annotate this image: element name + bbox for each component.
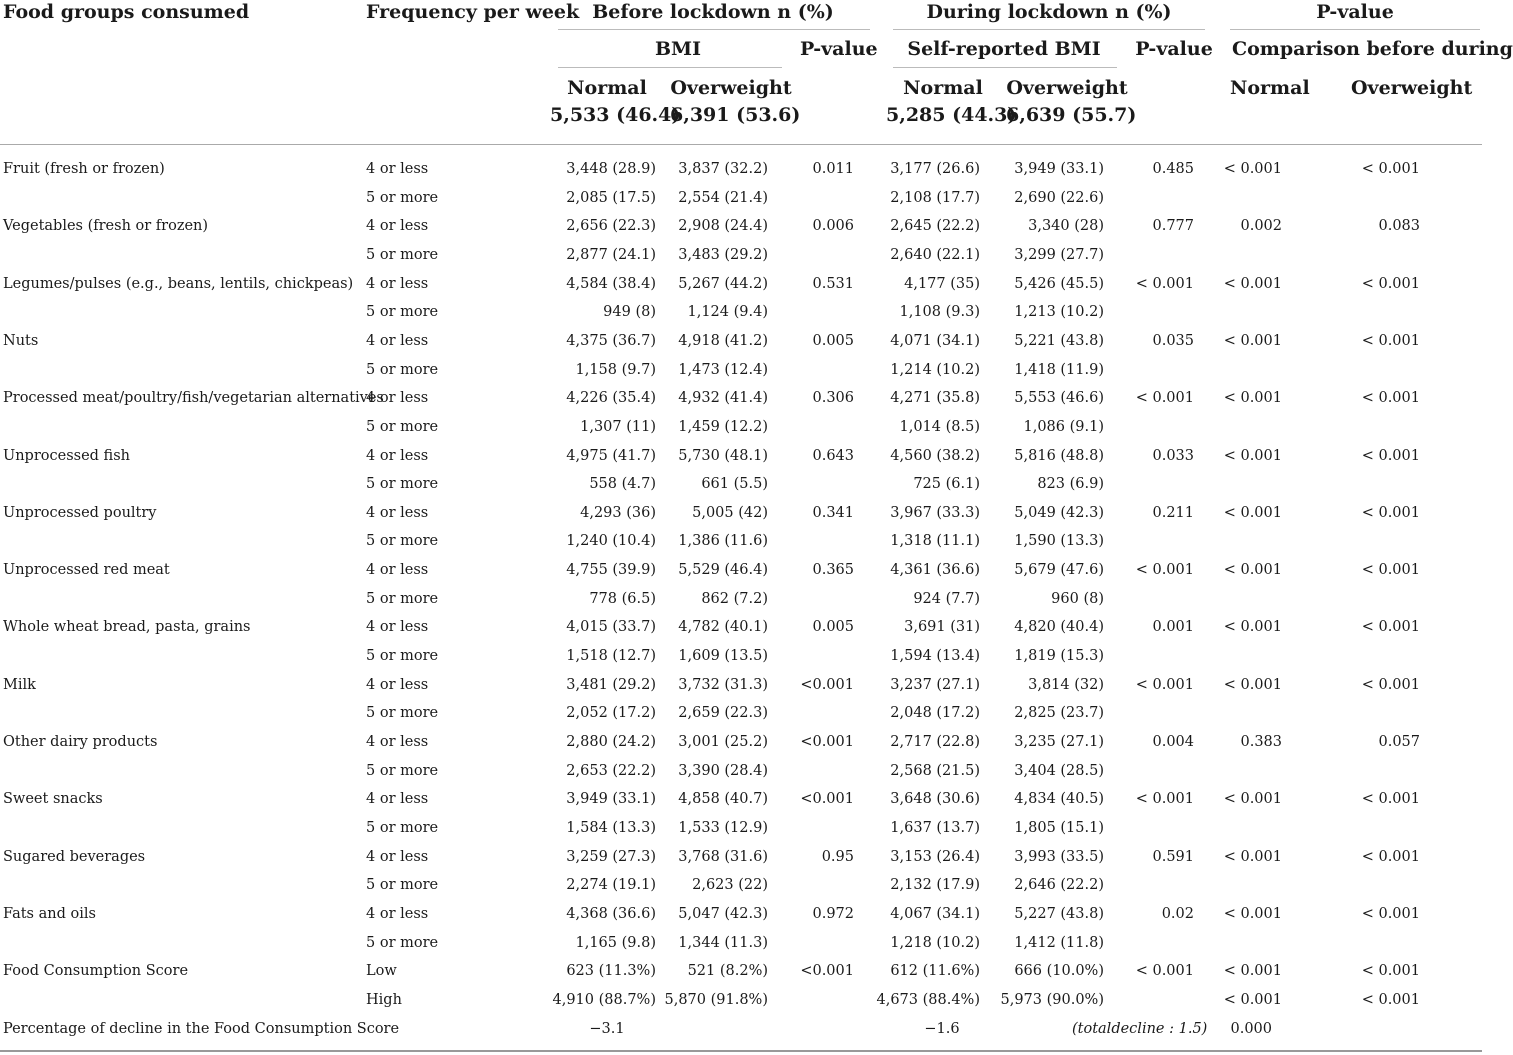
header-cmp-normal: Normal [1230, 77, 1310, 99]
frequency-cell: 4 or less [366, 390, 429, 406]
during-overweight-cell: 5,049 (42.3) [1014, 505, 1104, 521]
during-normal-cell: 1,318 (11.1) [890, 533, 980, 549]
during-normal-cell: −1.6 [924, 1021, 960, 1037]
during-normal-cell: 3,177 (26.6) [890, 161, 980, 177]
during-normal-cell: 1,218 (10.2) [890, 935, 980, 951]
before-normal-cell: 4,368 (36.6) [566, 906, 656, 922]
during-overweight-cell: 1,086 (9.1) [1023, 419, 1104, 435]
cmp-overweight-cell: < 0.001 [1361, 849, 1420, 865]
during-overweight-cell: 666 (10.0%) [1014, 963, 1104, 979]
frequency-cell: 5 or more [366, 476, 439, 492]
frequency-cell: 4 or less [366, 619, 429, 635]
during-normal-cell: 1,637 (13.7) [890, 820, 980, 836]
cmp-normal-cell: < 0.001 [1223, 505, 1282, 521]
during-overweight-cell: 1,418 (11.9) [1014, 362, 1104, 378]
frequency-cell: 4 or less [366, 276, 429, 292]
header-before-lockdown: Before lockdown n (%) [592, 1, 834, 23]
during-overweight-cell: 3,993 (33.5) [1014, 849, 1104, 865]
during-overweight-cell: 3,814 (32) [1028, 677, 1104, 693]
frequency-cell: High [366, 992, 402, 1008]
frequency-cell: 4 or less [366, 448, 429, 464]
during-normal-cell: 4,361 (36.6) [890, 562, 980, 578]
before-normal-cell: 2,274 (19.1) [566, 877, 656, 893]
before-normal-cell: 4,584 (38.4) [566, 276, 656, 292]
during-overweight-cell: (totaldecline : 1.5) [1072, 1021, 1208, 1037]
header-frequency: Frequency per week [366, 1, 580, 23]
during-overweight-cell: 1,590 (13.3) [1014, 533, 1104, 549]
frequency-cell: 5 or more [366, 247, 439, 263]
rule-before-bmi [558, 67, 782, 68]
frequency-cell: 4 or less [366, 505, 429, 521]
cmp-overweight-cell: < 0.001 [1361, 677, 1420, 693]
before-overweight-cell: 521 (8.2%) [687, 963, 768, 979]
during-normal-cell: 3,237 (27.1) [890, 677, 980, 693]
before-normal-cell: 4,910 (88.7%) [552, 992, 656, 1008]
before-normal-cell: 1,307 (11) [580, 419, 656, 435]
frequency-cell: 4 or less [366, 906, 429, 922]
header-cmp-overweight: Overweight [1351, 77, 1473, 99]
rule-during-bmi [893, 67, 1117, 68]
before-normal-cell: 2,656 (22.3) [566, 218, 656, 234]
during-normal-cell: 2,717 (22.8) [890, 734, 980, 750]
frequency-cell: 4 or less [366, 562, 429, 578]
frequency-cell: 5 or more [366, 820, 439, 836]
before-overweight-cell: 3,837 (32.2) [678, 161, 768, 177]
before-p-cell: <0.001 [800, 677, 854, 693]
before-normal-cell: 558 (4.7) [589, 476, 656, 492]
during-normal-cell: 725 (6.1) [913, 476, 980, 492]
during-normal-cell: 1,014 (8.5) [899, 419, 980, 435]
before-normal-cell: 623 (11.3%) [566, 963, 656, 979]
before-normal-cell: 4,755 (39.9) [566, 562, 656, 578]
cmp-normal-cell: < 0.001 [1223, 161, 1282, 177]
before-normal-cell: 3,259 (27.3) [566, 849, 656, 865]
cmp-normal-cell: 0.383 [1240, 734, 1282, 750]
before-p-cell: 0.306 [812, 390, 854, 406]
header-during-lockdown: During lockdown n (%) [926, 1, 1172, 23]
frequency-cell: 4 or less [366, 791, 429, 807]
header-before-normal: Normal [567, 77, 647, 99]
during-p-cell: 0.777 [1152, 218, 1194, 234]
before-overweight-cell: 5,529 (46.4) [678, 562, 768, 578]
before-normal-cell: 2,653 (22.2) [566, 763, 656, 779]
header-rule [0, 144, 1482, 145]
during-overweight-cell: 5,221 (43.8) [1014, 333, 1104, 349]
during-normal-cell: 2,132 (17.9) [890, 877, 980, 893]
food-group-cell: Unprocessed fish [3, 448, 131, 464]
during-overweight-cell: 5,426 (45.5) [1014, 276, 1104, 292]
before-normal-cell: 2,877 (24.1) [566, 247, 656, 263]
frequency-cell: 5 or more [366, 419, 439, 435]
before-p-cell: <0.001 [800, 791, 854, 807]
header-during-normal-n: 5,285 (44.3) [886, 104, 1017, 126]
before-p-cell: 0.643 [812, 448, 854, 464]
before-normal-cell: 4,293 (36) [580, 505, 656, 521]
frequency-cell: Low [366, 963, 397, 979]
during-p-cell: < 0.001 [1135, 791, 1194, 807]
before-overweight-cell: 5,005 (42) [692, 505, 768, 521]
before-normal-cell: 4,975 (41.7) [566, 448, 656, 464]
before-normal-cell: 1,240 (10.4) [566, 533, 656, 549]
frequency-cell: 5 or more [366, 705, 439, 721]
cmp-normal-cell: < 0.001 [1223, 448, 1282, 464]
during-overweight-cell: 2,646 (22.2) [1014, 877, 1104, 893]
before-normal-cell: 3,949 (33.1) [566, 791, 656, 807]
before-normal-cell: 2,085 (17.5) [566, 190, 656, 206]
frequency-cell: 4 or less [366, 734, 429, 750]
before-overweight-cell: 5,730 (48.1) [678, 448, 768, 464]
during-normal-cell: 3,153 (26.4) [890, 849, 980, 865]
during-p-cell: < 0.001 [1135, 390, 1194, 406]
before-normal-cell: 778 (6.5) [589, 591, 656, 607]
food-group-cell: Fats and oils [3, 906, 96, 922]
cmp-overweight-cell: < 0.001 [1361, 992, 1420, 1008]
frequency-cell: 5 or more [366, 362, 439, 378]
before-overweight-cell: 3,483 (29.2) [678, 247, 768, 263]
before-normal-cell: 4,375 (36.7) [566, 333, 656, 349]
during-overweight-cell: 4,834 (40.5) [1014, 791, 1104, 807]
during-normal-cell: 3,967 (33.3) [890, 505, 980, 521]
before-normal-cell: 1,584 (13.3) [566, 820, 656, 836]
food-group-cell: Milk [3, 677, 36, 693]
during-p-cell: < 0.001 [1135, 677, 1194, 693]
before-overweight-cell: 5,267 (44.2) [678, 276, 768, 292]
during-normal-cell: 2,645 (22.2) [890, 218, 980, 234]
cmp-normal-cell: < 0.001 [1223, 791, 1282, 807]
header-during-p: P-value [1135, 38, 1213, 60]
during-overweight-cell: 2,825 (23.7) [1014, 705, 1104, 721]
during-p-cell: 0.485 [1152, 161, 1194, 177]
food-group-cell: Processed meat/poultry/fish/vegetarian alternatives [3, 390, 384, 406]
before-p-cell: <0.001 [800, 734, 854, 750]
before-overweight-cell: 3,390 (28.4) [678, 763, 768, 779]
cmp-normal-cell: < 0.001 [1223, 849, 1282, 865]
food-group-cell: Unprocessed red meat [3, 562, 170, 578]
before-overweight-cell: 1,533 (12.9) [678, 820, 768, 836]
during-normal-cell: 2,048 (17.2) [890, 705, 980, 721]
frequency-cell: 5 or more [366, 190, 439, 206]
cmp-normal-cell: < 0.001 [1223, 963, 1282, 979]
before-overweight-cell: 661 (5.5) [701, 476, 768, 492]
during-normal-cell: 2,108 (17.7) [890, 190, 980, 206]
during-normal-cell: 612 (11.6%) [890, 963, 980, 979]
frequency-cell: 5 or more [366, 591, 439, 607]
cmp-overweight-cell: < 0.001 [1361, 276, 1420, 292]
before-normal-cell: 949 (8) [603, 304, 656, 320]
cmp-overweight-cell: < 0.001 [1361, 906, 1420, 922]
during-normal-cell: 4,271 (35.8) [890, 390, 980, 406]
before-normal-cell: 2,052 (17.2) [566, 705, 656, 721]
before-overweight-cell: 1,609 (13.5) [678, 648, 768, 664]
cmp-overweight-cell: < 0.001 [1361, 505, 1420, 521]
header-before-bmi: BMI [655, 38, 701, 60]
cmp-normal-cell: < 0.001 [1223, 677, 1282, 693]
before-overweight-cell: 1,386 (11.6) [678, 533, 768, 549]
before-p-cell: 0.006 [812, 218, 854, 234]
cmp-overweight-cell: < 0.001 [1361, 562, 1420, 578]
before-overweight-cell: 4,782 (40.1) [678, 619, 768, 635]
food-group-cell: Food Consumption Score [3, 963, 189, 979]
frequency-cell: 4 or less [366, 161, 429, 177]
food-group-cell: Legumes/pulses (e.g., beans, lentils, chickpeas) [3, 276, 354, 292]
during-overweight-cell: 5,816 (48.8) [1014, 448, 1104, 464]
during-normal-cell: 4,177 (35) [904, 276, 980, 292]
cmp-overweight-cell: < 0.001 [1361, 963, 1420, 979]
during-p-cell: < 0.001 [1135, 276, 1194, 292]
during-overweight-cell: 1,412 (11.8) [1014, 935, 1104, 951]
during-normal-cell: 3,648 (30.6) [890, 791, 980, 807]
header-during-overweight-n: 6,639 (55.7) [1006, 104, 1137, 126]
frequency-cell: 4 or less [366, 677, 429, 693]
during-overweight-cell: 823 (6.9) [1037, 476, 1104, 492]
cmp-normal-cell: < 0.001 [1223, 276, 1282, 292]
header-food-groups: Food groups consumed [3, 1, 250, 23]
during-p-cell: 0.033 [1152, 448, 1194, 464]
frequency-cell: 5 or more [366, 304, 439, 320]
food-group-cell: Whole wheat bread, pasta, grains [3, 619, 251, 635]
food-group-cell: Vegetables (fresh or frozen) [3, 218, 209, 234]
before-p-cell: 0.011 [812, 161, 854, 177]
before-overweight-cell: 5,870 (91.8%) [664, 992, 768, 1008]
before-p-cell: 0.005 [812, 333, 854, 349]
before-overweight-cell: 5,047 (42.3) [678, 906, 768, 922]
cmp-overweight-cell: < 0.001 [1361, 390, 1420, 406]
frequency-cell: 5 or more [366, 533, 439, 549]
during-overweight-cell: 3,949 (33.1) [1014, 161, 1104, 177]
during-p-cell: < 0.001 [1135, 562, 1194, 578]
food-group-cell: Unprocessed poultry [3, 505, 157, 521]
before-normal-cell: −3.1 [589, 1021, 625, 1037]
before-p-cell: 0.531 [812, 276, 854, 292]
food-group-cell: Sweet snacks [3, 791, 103, 807]
during-overweight-cell: 5,973 (90.0%) [1000, 992, 1104, 1008]
during-p-cell: 0.035 [1152, 333, 1194, 349]
before-p-cell: 0.365 [812, 562, 854, 578]
cmp-normal-cell: < 0.001 [1223, 619, 1282, 635]
before-overweight-cell: 2,659 (22.3) [678, 705, 768, 721]
header-p-value: P-value [1316, 1, 1394, 23]
cmp-overweight-cell: 0.083 [1378, 218, 1420, 234]
header-during-bmi: Self-reported BMI [907, 38, 1101, 60]
during-overweight-cell: 2,690 (22.6) [1014, 190, 1104, 206]
during-overweight-cell: 3,235 (27.1) [1014, 734, 1104, 750]
during-normal-cell: 1,594 (13.4) [890, 648, 980, 664]
before-normal-cell: 3,448 (28.9) [566, 161, 656, 177]
during-normal-cell: 924 (7.7) [913, 591, 980, 607]
before-normal-cell: 2,880 (24.2) [566, 734, 656, 750]
before-overweight-cell: 862 (7.2) [701, 591, 768, 607]
during-normal-cell: 4,067 (34.1) [890, 906, 980, 922]
cmp-overweight-cell: < 0.001 [1361, 448, 1420, 464]
during-p-cell: 0.02 [1161, 906, 1194, 922]
during-p-cell: < 0.001 [1135, 963, 1194, 979]
frequency-cell: 4 or less [366, 218, 429, 234]
header-before-p: P-value [800, 38, 878, 60]
before-overweight-cell: 1,459 (12.2) [678, 419, 768, 435]
cmp-overweight-cell: < 0.001 [1361, 791, 1420, 807]
rule-p [1230, 29, 1480, 30]
before-normal-cell: 1,518 (12.7) [566, 648, 656, 664]
rule-during [893, 29, 1205, 30]
header-before-overweight-n: 6,391 (53.6) [670, 104, 801, 126]
header-during-overweight: Overweight [1006, 77, 1128, 99]
food-group-cell: Sugared beverages [3, 849, 146, 865]
food-group-cell: Fruit (fresh or frozen) [3, 161, 165, 177]
before-p-cell: <0.001 [800, 963, 854, 979]
cmp-overweight-cell: < 0.001 [1361, 161, 1420, 177]
before-p-cell: 0.341 [812, 505, 854, 521]
header-before-overweight: Overweight [670, 77, 792, 99]
during-normal-cell: 4,071 (34.1) [890, 333, 980, 349]
during-normal-cell: 2,568 (21.5) [890, 763, 980, 779]
frequency-cell: 4 or less [366, 333, 429, 349]
bottom-rule [0, 1050, 1482, 1052]
before-overweight-cell: 2,908 (24.4) [678, 218, 768, 234]
cmp-normal-cell: 0.002 [1240, 218, 1282, 234]
food-group-cell: Nuts [3, 333, 39, 349]
before-overweight-cell: 3,732 (31.3) [678, 677, 768, 693]
before-normal-cell: 1,165 (9.8) [575, 935, 656, 951]
during-normal-cell: 1,214 (10.2) [890, 362, 980, 378]
header-during-normal: Normal [903, 77, 983, 99]
during-overweight-cell: 5,227 (43.8) [1014, 906, 1104, 922]
during-overweight-cell: 3,340 (28) [1028, 218, 1104, 234]
before-normal-cell: 3,481 (29.2) [566, 677, 656, 693]
during-p-cell: 0.004 [1152, 734, 1194, 750]
during-overweight-cell: 1,805 (15.1) [1014, 820, 1104, 836]
cmp-normal-cell: < 0.001 [1223, 562, 1282, 578]
cmp-normal-cell: < 0.001 [1223, 992, 1282, 1008]
during-overweight-cell: 5,679 (47.6) [1014, 562, 1104, 578]
cmp-normal-cell: < 0.001 [1223, 906, 1282, 922]
before-overweight-cell: 2,623 (22) [692, 877, 768, 893]
during-overweight-cell: 3,404 (28.5) [1014, 763, 1104, 779]
before-overweight-cell: 1,473 (12.4) [678, 362, 768, 378]
cmp-normal-cell: < 0.001 [1223, 390, 1282, 406]
cmp-overweight-cell: < 0.001 [1361, 333, 1420, 349]
frequency-cell: 4 or less [366, 849, 429, 865]
header-comparison: Comparison before during [1232, 38, 1513, 60]
before-overweight-cell: 1,344 (11.3) [678, 935, 768, 951]
during-normal-cell: 4,560 (38.2) [890, 448, 980, 464]
before-p-cell: 0.95 [821, 849, 854, 865]
before-overweight-cell: 4,918 (41.2) [678, 333, 768, 349]
during-p-cell: 0.591 [1152, 849, 1194, 865]
before-overweight-cell: 4,858 (40.7) [678, 791, 768, 807]
during-overweight-cell: 5,553 (46.6) [1014, 390, 1104, 406]
during-normal-cell: 2,640 (22.1) [890, 247, 980, 263]
during-p-cell: 0.001 [1152, 619, 1194, 635]
before-p-cell: 0.005 [812, 619, 854, 635]
during-normal-cell: 1,108 (9.3) [899, 304, 980, 320]
before-overweight-cell: 3,001 (25.2) [678, 734, 768, 750]
during-overweight-cell: 1,213 (10.2) [1014, 304, 1104, 320]
food-group-cell: Other dairy products [3, 734, 158, 750]
rule-before [558, 29, 870, 30]
during-normal-cell: 3,691 (31) [904, 619, 980, 635]
during-overweight-cell: 960 (8) [1051, 591, 1104, 607]
before-overweight-cell: 1,124 (9.4) [687, 304, 768, 320]
during-overweight-cell: 3,299 (27.7) [1014, 247, 1104, 263]
cmp-overweight-cell: 0.057 [1378, 734, 1420, 750]
frequency-cell: 5 or more [366, 877, 439, 893]
before-overweight-cell: 4,932 (41.4) [678, 390, 768, 406]
before-normal-cell: 1,158 (9.7) [575, 362, 656, 378]
cmp-normal-cell: 0.000 [1230, 1021, 1272, 1037]
before-normal-cell: 4,015 (33.7) [566, 619, 656, 635]
frequency-cell: 5 or more [366, 935, 439, 951]
during-overweight-cell: 4,820 (40.4) [1014, 619, 1104, 635]
header-before-normal-n: 5,533 (46.4) [550, 104, 681, 126]
before-p-cell: 0.972 [812, 906, 854, 922]
before-overweight-cell: 3,768 (31.6) [678, 849, 768, 865]
during-overweight-cell: 1,819 (15.3) [1014, 648, 1104, 664]
frequency-cell: 5 or more [366, 648, 439, 664]
before-normal-cell: 4,226 (35.4) [566, 390, 656, 406]
during-normal-cell: 4,673 (88.4%) [876, 992, 980, 1008]
food-group-cell: Percentage of decline in the Food Consumption Score [3, 1021, 400, 1037]
before-overweight-cell: 2,554 (21.4) [678, 190, 768, 206]
frequency-cell: 5 or more [366, 763, 439, 779]
cmp-overweight-cell: < 0.001 [1361, 619, 1420, 635]
cmp-normal-cell: < 0.001 [1223, 333, 1282, 349]
during-p-cell: 0.211 [1152, 505, 1194, 521]
